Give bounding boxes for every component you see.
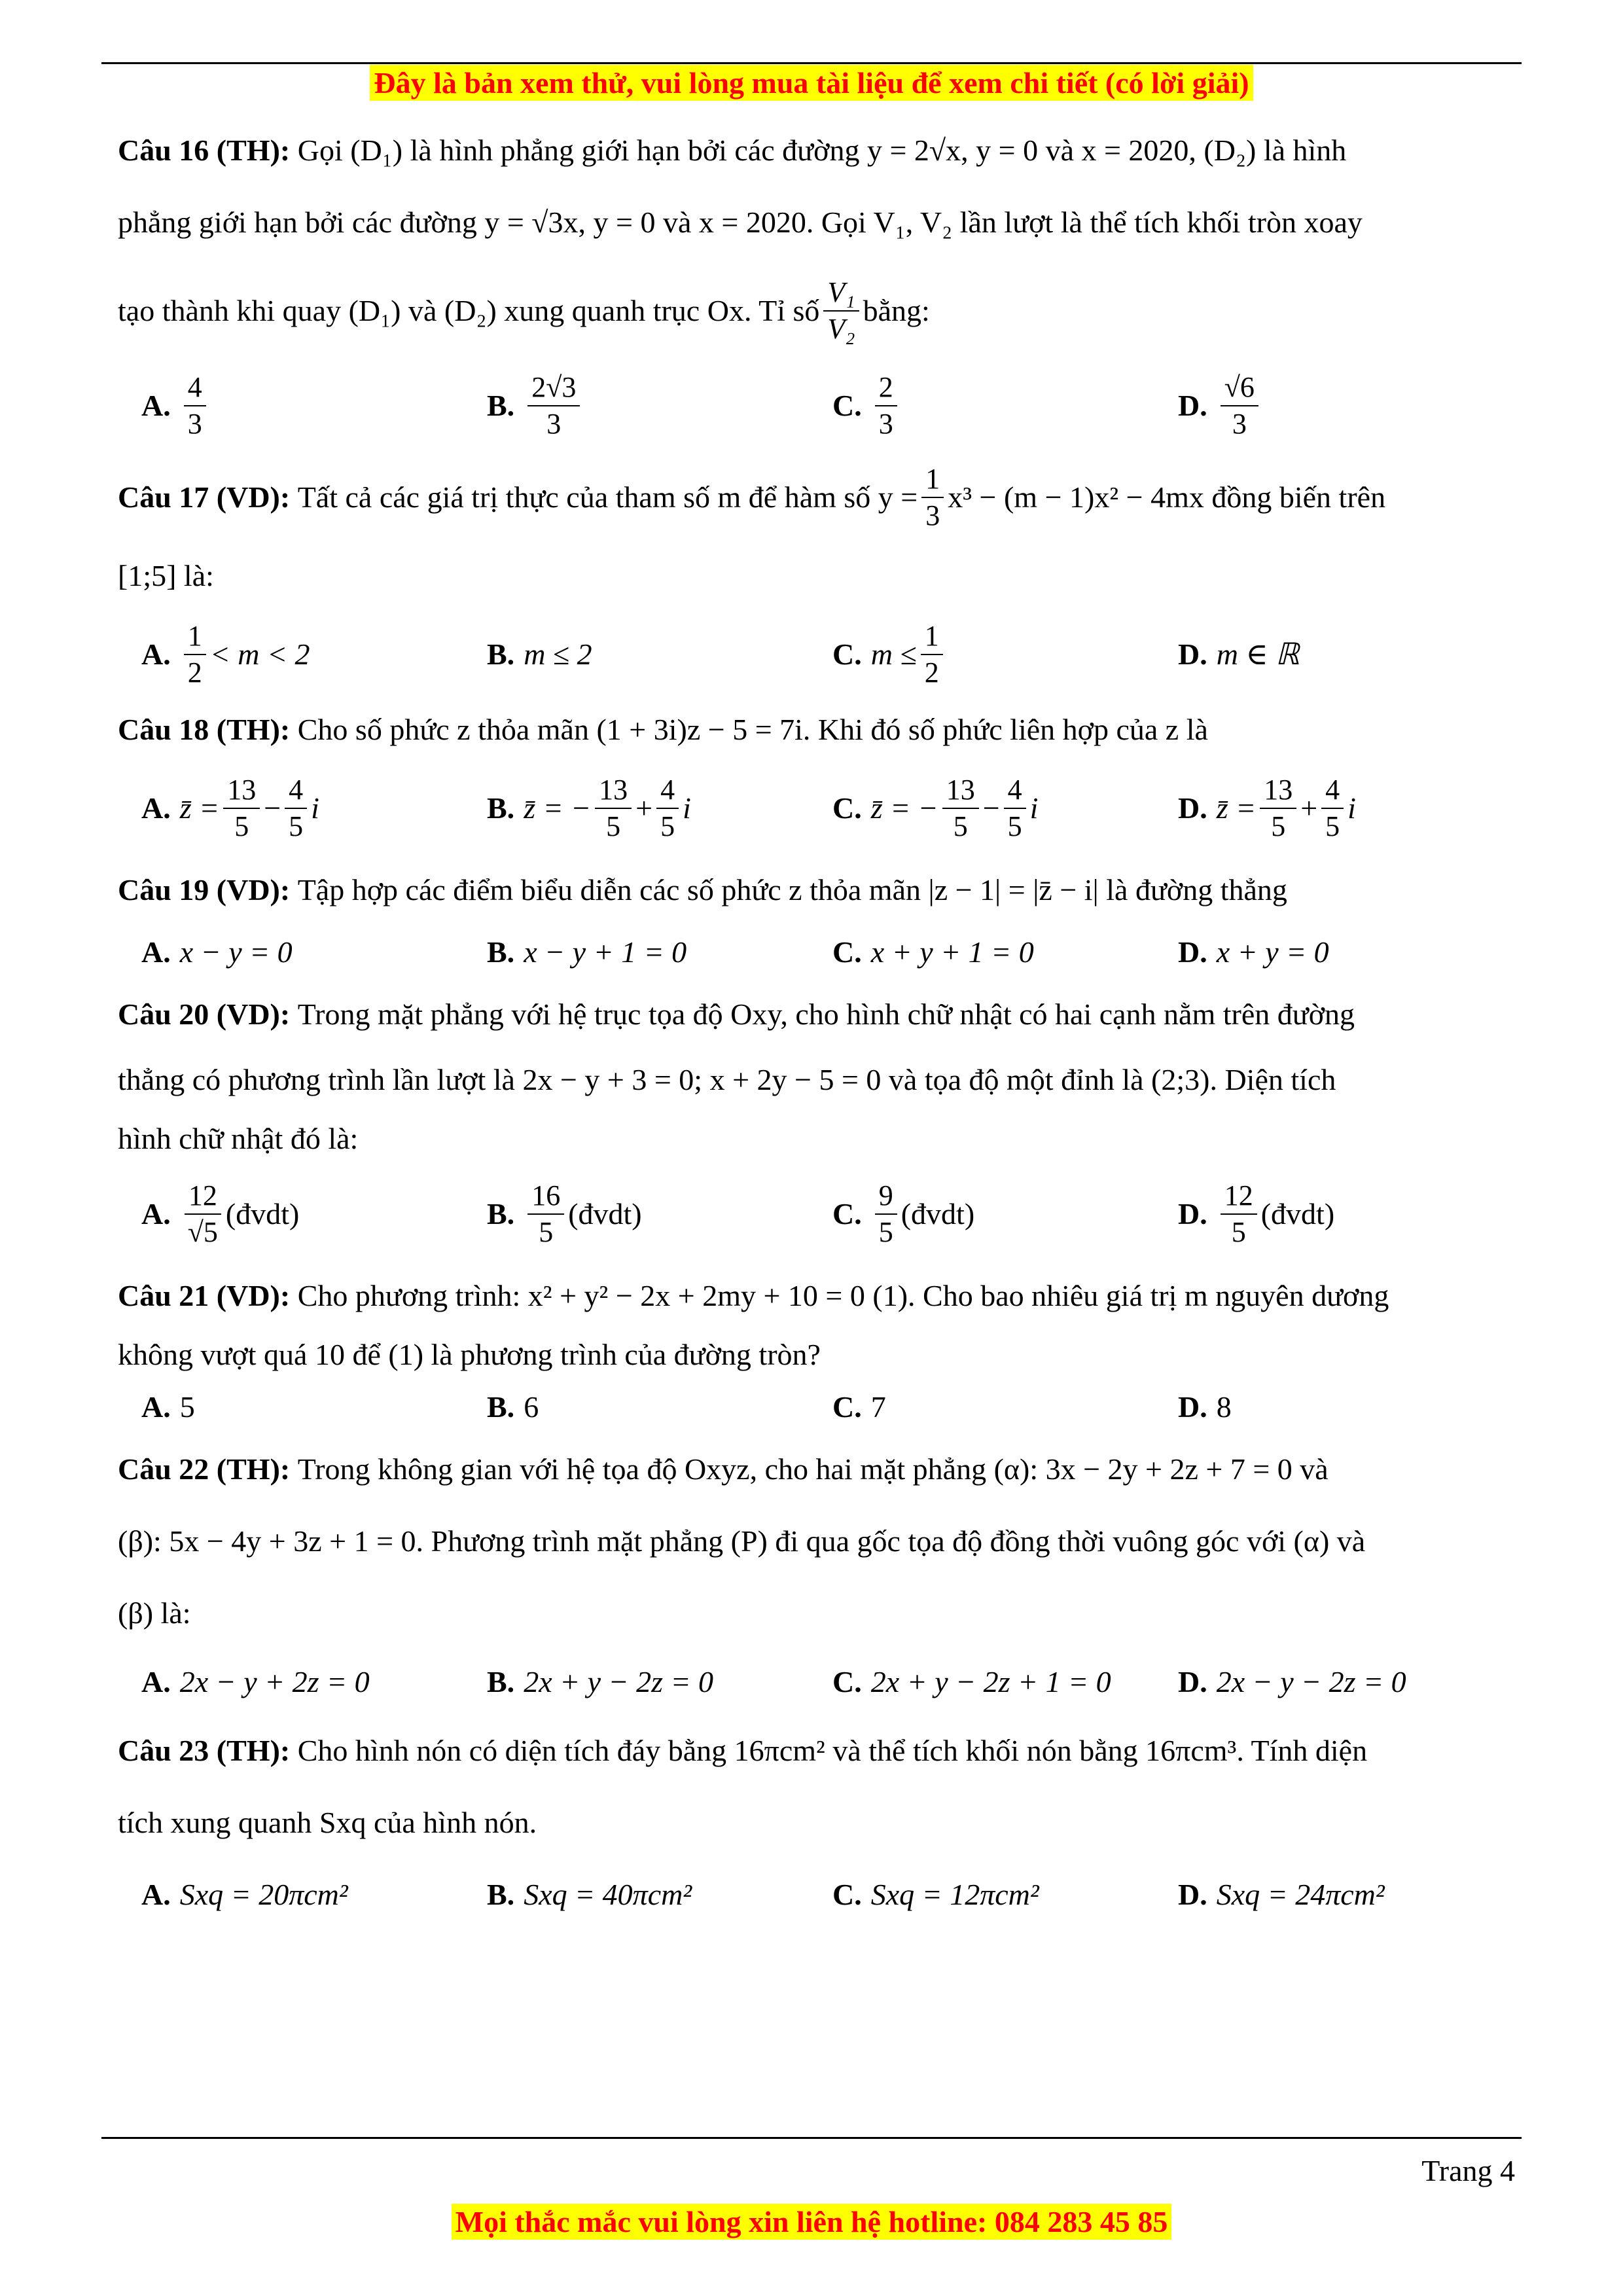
question-18 bbox=[118, 700, 1515, 857]
fraction-numerator: 16 bbox=[527, 1181, 564, 1215]
answer-options bbox=[118, 609, 1515, 700]
option-text: 2x − y − 2z = 0 bbox=[1216, 1665, 1406, 1699]
question-text-line: tạo thành khi quay (D₁) và (D₂) xung quanh trục Ox. Tỉ số bbox=[118, 294, 820, 328]
fraction-denominator: 5 bbox=[1007, 810, 1022, 842]
option-text: x − y = 0 bbox=[179, 935, 293, 969]
option-letter: D. bbox=[1178, 637, 1207, 672]
fraction-denominator: 2 bbox=[187, 656, 202, 689]
question-text-line: tích xung quanh Sxq của hình nón. bbox=[118, 1806, 537, 1840]
top-rule bbox=[101, 62, 1522, 64]
option-d[interactable] bbox=[1154, 775, 1500, 842]
option-text: z̄ = − bbox=[524, 791, 592, 825]
top-banner-text: Đây là bản xem thử, vui lòng mua tài liệu để xem chi tiết (có lời giải) bbox=[370, 65, 1253, 101]
fraction-numerator: 4 bbox=[1004, 775, 1026, 809]
question-label: Câu 18 (TH): bbox=[118, 713, 291, 747]
answer-options bbox=[118, 1649, 1515, 1715]
question-text-line: Tập hợp các điểm biểu diễn các số phức z thỏa mãn |z − 1| = |z̄ − i| là đường thẳng bbox=[297, 873, 1287, 907]
option-text: 6 bbox=[524, 1390, 539, 1424]
question-17 bbox=[118, 452, 1515, 700]
fraction-numerator: 4 bbox=[285, 775, 307, 809]
option-text: 5 bbox=[179, 1390, 195, 1424]
option-text: z̄ = − bbox=[870, 791, 938, 825]
option-a[interactable] bbox=[118, 775, 463, 842]
answer-options bbox=[118, 1859, 1515, 1931]
answer-options bbox=[118, 759, 1515, 857]
fraction-numerator: √6 bbox=[1221, 372, 1258, 406]
option-unit: (đvdt) bbox=[568, 1197, 642, 1231]
option-letter: C. bbox=[832, 637, 862, 672]
option-d[interactable] bbox=[1154, 636, 1500, 673]
fraction-denominator: 5 bbox=[606, 810, 621, 842]
option-d[interactable] bbox=[1154, 1663, 1500, 1701]
option-c[interactable] bbox=[809, 1876, 1154, 1914]
option-unit: (đvdt) bbox=[901, 1197, 975, 1231]
option-unit: (đvdt) bbox=[1260, 1197, 1335, 1231]
option-b[interactable] bbox=[463, 1388, 809, 1426]
option-letter: D. bbox=[1178, 1665, 1207, 1699]
option-letter: D. bbox=[1178, 935, 1207, 969]
option-letter: D. bbox=[1178, 1390, 1207, 1424]
question-text-line: không vượt quá 10 để (1) là phương trình của đường tròn? bbox=[118, 1338, 821, 1372]
fraction-numerator: 2 bbox=[875, 372, 897, 406]
option-text: < m < 2 bbox=[209, 637, 310, 672]
option-text: z̄ = bbox=[1216, 791, 1257, 825]
option-d[interactable] bbox=[1154, 933, 1500, 971]
option-letter: B. bbox=[487, 935, 515, 969]
question-text-line: (β): 5x − 4y + 3z + 1 = 0. Phương trình mặt phẳng (P) đi qua gốc tọa độ đồng thời vuông góc với (α) và bbox=[118, 1524, 1366, 1558]
fraction-numerator: 9 bbox=[875, 1181, 897, 1215]
option-text: 2x + y − 2z + 1 = 0 bbox=[870, 1665, 1111, 1699]
question-23 bbox=[118, 1715, 1515, 1931]
option-fraction bbox=[595, 775, 632, 842]
option-text: Sxq = 24πcm² bbox=[1216, 1878, 1385, 1912]
option-b[interactable] bbox=[463, 1663, 809, 1701]
fraction-numerator: 13 bbox=[942, 775, 979, 809]
fraction-denominator: 3 bbox=[546, 408, 562, 440]
fraction-denominator: 5 bbox=[1271, 810, 1286, 842]
option-letter: B. bbox=[487, 389, 515, 423]
option-a[interactable] bbox=[118, 621, 463, 688]
question-text-line: x³ − (m − 1)x² − 4mx đồng biến trên bbox=[948, 480, 1386, 514]
fraction-numerator: 12 bbox=[185, 1181, 221, 1215]
question-label: Câu 20 (VD): bbox=[118, 997, 291, 1031]
option-letter: A. bbox=[141, 389, 171, 423]
question-20 bbox=[118, 982, 1515, 1263]
bottom-banner-text: Mọi thắc mắc vui lòng xin liên hệ hotline: 084 283 45 85 bbox=[452, 2204, 1172, 2240]
option-letter: C. bbox=[832, 935, 862, 969]
fraction-denominator: 5 bbox=[539, 1216, 554, 1248]
question-text-line: bằng: bbox=[863, 294, 930, 328]
fraction-numerator: 13 bbox=[223, 775, 260, 809]
bottom-rule bbox=[101, 2137, 1522, 2139]
option-text: 2x − y + 2z = 0 bbox=[179, 1665, 370, 1699]
question-label: Câu 19 (VD): bbox=[118, 873, 291, 907]
option-b[interactable] bbox=[463, 775, 809, 842]
option-text: 2x + y − 2z = 0 bbox=[524, 1665, 714, 1699]
fraction-denominator: 5 bbox=[234, 810, 249, 842]
option-text: x + y = 0 bbox=[1216, 935, 1329, 969]
fraction-numerator: 1 bbox=[184, 621, 206, 655]
question-label: Câu 22 (TH): bbox=[118, 1452, 291, 1486]
question-text-line: Cho hình nón có diện tích đáy bằng 16πcm² và thể tích khối nón bằng 16πcm³. Tính diện bbox=[297, 1734, 1368, 1768]
option-text: i bbox=[1029, 791, 1039, 825]
option-d[interactable] bbox=[1154, 1388, 1500, 1426]
fraction-numerator: 2√3 bbox=[527, 372, 580, 406]
option-text: m ≤ 2 bbox=[524, 637, 592, 672]
option-letter: C. bbox=[832, 1197, 862, 1231]
option-c[interactable] bbox=[809, 1663, 1154, 1701]
option-letter: C. bbox=[832, 389, 862, 423]
option-letter: C. bbox=[832, 1665, 862, 1699]
option-fraction bbox=[1221, 372, 1258, 439]
page-number: Trang 4 bbox=[1421, 2154, 1515, 2187]
fraction-denominator: 2 bbox=[924, 656, 939, 689]
option-c[interactable] bbox=[809, 372, 1154, 439]
option-text: m ≤ bbox=[870, 637, 917, 672]
option-letter: D. bbox=[1178, 389, 1207, 423]
option-letter: A. bbox=[141, 637, 171, 672]
question-text-line: (β) là: bbox=[118, 1596, 191, 1630]
fraction-numerator: 1 bbox=[921, 621, 943, 655]
option-letter: B. bbox=[487, 1665, 515, 1699]
option-letter: D. bbox=[1178, 1878, 1207, 1912]
option-fraction bbox=[942, 775, 979, 842]
option-text: 7 bbox=[870, 1390, 886, 1424]
fraction-numerator: V₁ bbox=[823, 278, 859, 312]
option-b[interactable] bbox=[463, 933, 809, 971]
option-a[interactable] bbox=[118, 372, 463, 439]
option-fraction bbox=[285, 775, 307, 842]
option-fraction bbox=[184, 621, 206, 688]
fraction-numerator: 1 bbox=[921, 464, 944, 498]
fraction-numerator: 4 bbox=[656, 775, 679, 809]
fraction-denominator: 3 bbox=[1232, 408, 1247, 440]
option-letter: C. bbox=[832, 791, 862, 825]
question-text-line: Trong không gian với hệ tọa độ Oxyz, cho hai mặt phẳng (α): 3x − 2y + 2z + 7 = 0 và bbox=[297, 1452, 1329, 1486]
question-text-line: Cho số phức z thỏa mãn (1 + 3i)z − 5 = 7i. Khi đó số phức liên hợp của z là bbox=[297, 713, 1208, 747]
option-letter: B. bbox=[487, 1197, 515, 1231]
fraction-denominator: 3 bbox=[187, 408, 202, 440]
option-b[interactable] bbox=[463, 1181, 809, 1247]
option-c[interactable] bbox=[809, 933, 1154, 971]
option-a[interactable] bbox=[118, 1876, 463, 1914]
fraction-denominator: 5 bbox=[878, 1216, 893, 1248]
fraction-numerator: 12 bbox=[1221, 1181, 1257, 1215]
option-text: 8 bbox=[1216, 1390, 1232, 1424]
option-a[interactable] bbox=[118, 1388, 463, 1426]
option-letter: B. bbox=[487, 1390, 515, 1424]
option-unit: (đvdt) bbox=[225, 1197, 300, 1231]
fraction-denominator: 5 bbox=[660, 810, 675, 842]
option-letter: B. bbox=[487, 1878, 515, 1912]
question-text-line: Tất cả các giá trị thực của tham số m để hàm số y = bbox=[297, 480, 918, 514]
question-label: Câu 21 (VD): bbox=[118, 1279, 291, 1313]
option-letter: D. bbox=[1178, 791, 1207, 825]
option-text: Sxq = 20πcm² bbox=[179, 1878, 348, 1912]
answer-options bbox=[118, 1381, 1515, 1433]
option-c[interactable] bbox=[809, 775, 1154, 842]
option-text: m ∈ ℝ bbox=[1216, 637, 1300, 672]
option-text: Sxq = 12πcm² bbox=[870, 1878, 1039, 1912]
question-text-line: Gọi (D₁) là hình phẳng giới hạn bởi các đường y = 2√x, y = 0 và x = 2020, (D₂) là hình bbox=[297, 134, 1347, 168]
top-banner bbox=[0, 65, 1623, 100]
option-d[interactable] bbox=[1154, 372, 1500, 439]
option-text: Sxq = 40πcm² bbox=[524, 1878, 692, 1912]
question-label: Câu 17 (VD): bbox=[118, 480, 291, 514]
option-letter: B. bbox=[487, 637, 515, 672]
fraction-numerator: 4 bbox=[1321, 775, 1344, 809]
fraction-denominator: √5 bbox=[187, 1216, 218, 1248]
option-c[interactable] bbox=[809, 621, 1154, 688]
option-letter: D. bbox=[1178, 1197, 1207, 1231]
option-fraction bbox=[527, 372, 580, 439]
fraction-denominator: 3 bbox=[925, 499, 940, 531]
fraction-denominator: 5 bbox=[953, 810, 968, 842]
coefficient-fraction bbox=[921, 464, 944, 531]
option-fraction bbox=[1221, 1181, 1257, 1247]
question-label: Câu 16 (TH): bbox=[118, 134, 291, 168]
question-label: Câu 23 (TH): bbox=[118, 1734, 291, 1768]
option-text: z̄ = bbox=[179, 791, 220, 825]
option-d[interactable] bbox=[1154, 1181, 1500, 1247]
option-text: x + y + 1 = 0 bbox=[870, 935, 1034, 969]
option-c[interactable] bbox=[809, 1181, 1154, 1247]
question-text-line: [1;5] là: bbox=[118, 559, 214, 593]
fraction-numerator: 4 bbox=[184, 372, 206, 406]
option-fraction bbox=[921, 621, 943, 688]
option-fraction bbox=[875, 372, 897, 439]
option-fraction bbox=[184, 372, 206, 439]
option-letter: A. bbox=[141, 1665, 171, 1699]
option-c[interactable] bbox=[809, 1388, 1154, 1426]
fraction-denominator: V₂ bbox=[827, 313, 855, 345]
option-a[interactable] bbox=[118, 933, 463, 971]
option-operator: + bbox=[635, 791, 653, 825]
fraction-denominator: 5 bbox=[1231, 1216, 1246, 1248]
bottom-banner bbox=[0, 2204, 1623, 2239]
option-operator: − bbox=[982, 791, 1000, 825]
option-b[interactable] bbox=[463, 372, 809, 439]
question-21 bbox=[118, 1263, 1515, 1433]
option-b[interactable] bbox=[463, 636, 809, 673]
option-letter: A. bbox=[141, 1390, 171, 1424]
option-fraction bbox=[656, 775, 679, 842]
question-text-line: hình chữ nhật đó là: bbox=[118, 1122, 359, 1156]
option-fraction bbox=[875, 1181, 897, 1247]
fraction-numerator: 13 bbox=[595, 775, 632, 809]
question-list bbox=[118, 118, 1515, 1931]
question-text-line: phẳng giới hạn bởi các đường y = √3x, y = 0 và x = 2020. Gọi V₁, V₂ lần lượt là thể tích khối tròn xoay bbox=[118, 206, 1363, 240]
question-text-line: Cho phương trình: x² + y² − 2x + 2my + 10 = 0 (1). Cho bao nhiêu giá trị m nguyên dương bbox=[297, 1279, 1389, 1313]
option-letter: B. bbox=[487, 791, 515, 825]
option-letter: A. bbox=[141, 1197, 171, 1231]
question-22 bbox=[118, 1433, 1515, 1715]
answer-options bbox=[118, 1165, 1515, 1263]
fraction-denominator: 5 bbox=[289, 810, 304, 842]
option-fraction bbox=[184, 1181, 222, 1247]
ratio-fraction bbox=[823, 278, 859, 344]
option-fraction bbox=[1260, 775, 1296, 842]
option-text: i bbox=[1347, 791, 1356, 825]
option-letter: C. bbox=[832, 1390, 862, 1424]
option-fraction bbox=[223, 775, 260, 842]
option-d[interactable] bbox=[1154, 1876, 1500, 1914]
question-text-line: thẳng có phương trình lần lượt là 2x − y + 3 = 0; x + 2y − 5 = 0 và tọa độ một đỉnh là (2;3). Diện tích bbox=[118, 1063, 1336, 1097]
answer-options bbox=[118, 360, 1515, 452]
option-operator: − bbox=[264, 791, 281, 825]
option-text: i bbox=[311, 791, 319, 825]
option-fraction bbox=[527, 1181, 564, 1247]
option-b[interactable] bbox=[463, 1876, 809, 1914]
option-a[interactable] bbox=[118, 1663, 463, 1701]
option-operator: + bbox=[1300, 791, 1318, 825]
option-fraction bbox=[1004, 775, 1026, 842]
fraction-denominator: 3 bbox=[878, 408, 893, 440]
fraction-numerator: 13 bbox=[1260, 775, 1296, 809]
fraction-denominator: 5 bbox=[1325, 810, 1340, 842]
option-letter: C. bbox=[832, 1878, 862, 1912]
question-19 bbox=[118, 857, 1515, 982]
question-text-line: Trong mặt phẳng với hệ trục tọa độ Oxy, cho hình chữ nhật có hai cạnh nằm trên đường bbox=[297, 997, 1355, 1031]
option-text: x − y + 1 = 0 bbox=[524, 935, 687, 969]
option-text: i bbox=[683, 791, 691, 825]
option-a[interactable] bbox=[118, 1181, 463, 1247]
question-16 bbox=[118, 118, 1515, 452]
option-fraction bbox=[1321, 775, 1344, 842]
answer-options bbox=[118, 923, 1515, 982]
option-letter: A. bbox=[141, 791, 171, 825]
option-letter: A. bbox=[141, 1878, 171, 1912]
option-letter: A. bbox=[141, 935, 171, 969]
